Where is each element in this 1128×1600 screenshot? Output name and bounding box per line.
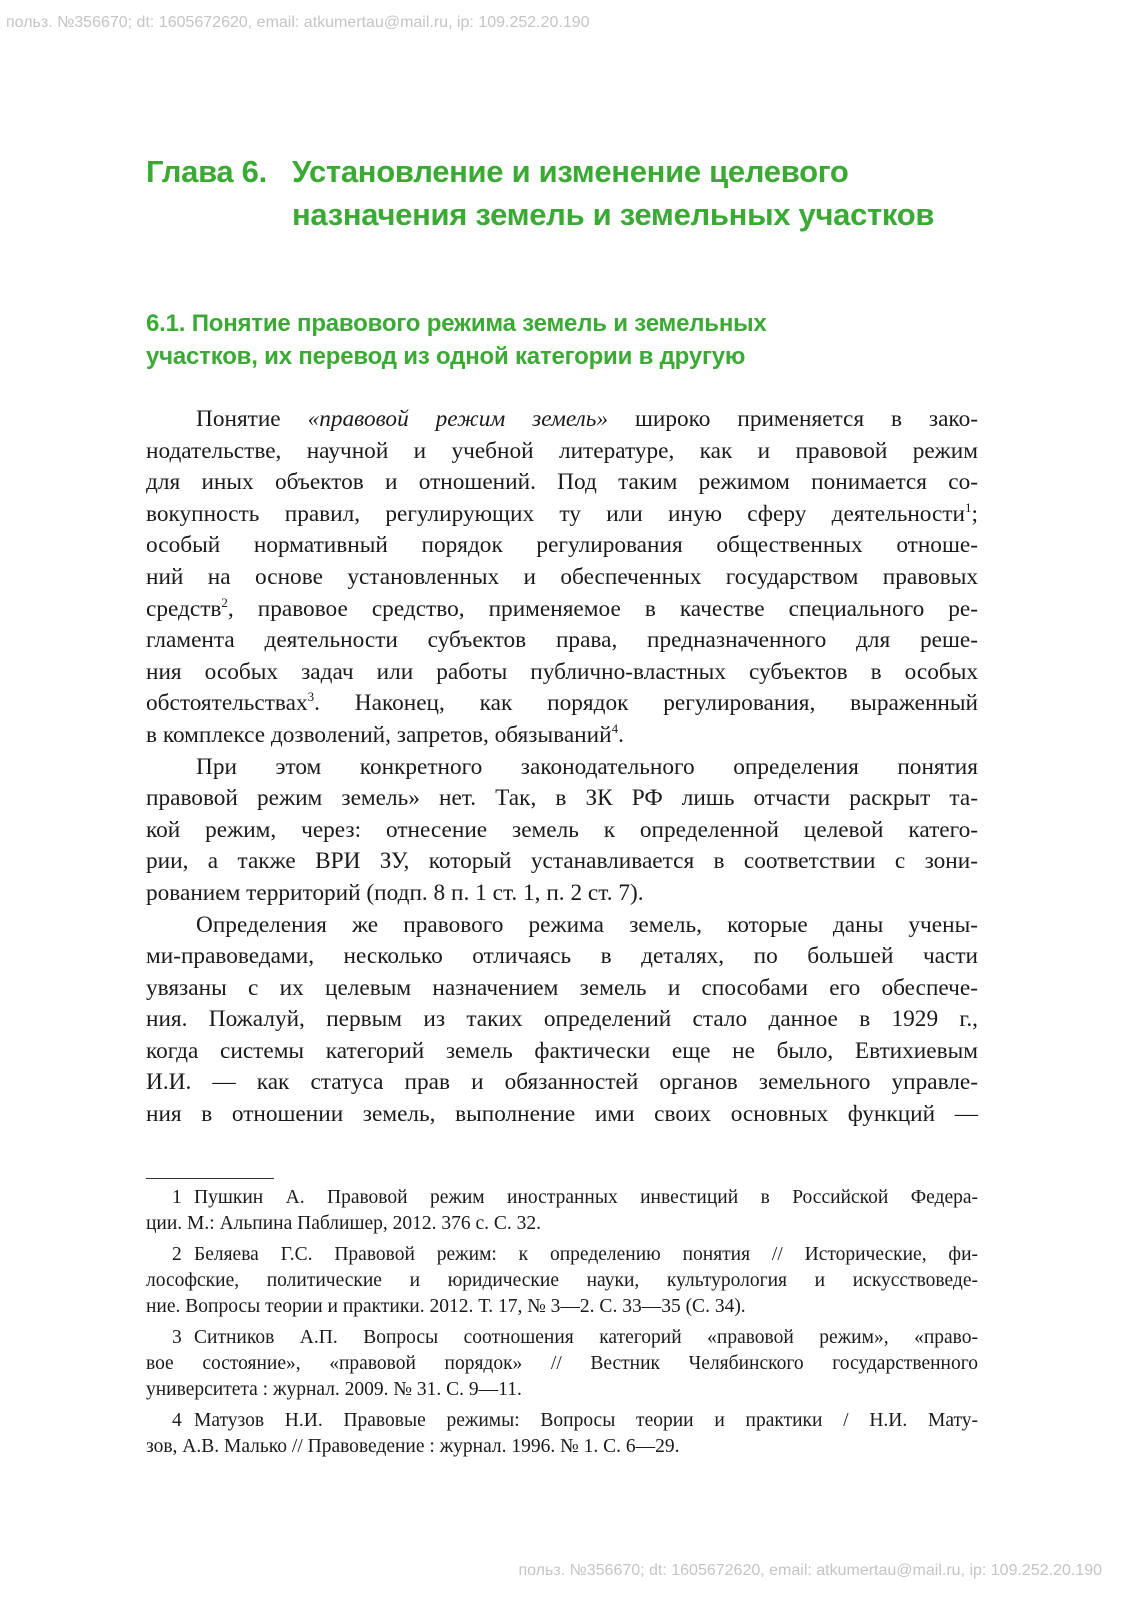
chapter-number: Глава 6. [146, 154, 267, 189]
section-heading [146, 307, 986, 373]
text-line: ния. Пожалуй, первым из таких определений стало данное в 1929 г., [146, 1006, 978, 1033]
text-line: При этом конкретного законодательного определения понятия [196, 753, 978, 780]
text-line: Определения же правового режима земель, которые даны учены- [196, 911, 978, 938]
text-line [146, 720, 978, 752]
chapter-heading [146, 150, 1006, 236]
section-title-line-1: 6.1. Понятие правового режима земель и земельных [146, 310, 767, 337]
text-line: гламента деятельности субъектов права, предназначенного для реше- [146, 627, 978, 654]
footnote-ref[interactable]: 1 [965, 499, 972, 515]
footnote-number: 3 [172, 1327, 182, 1348]
italic-term: «правовой режим земель» [307, 406, 609, 432]
text-span: в комплексе дозволений, запретов, обязываний [146, 721, 612, 748]
footnote-line: ние. Вопросы теории и практики. 2012. Т. 17, № 3—2. С. 33—35 (С. 34). [146, 1296, 746, 1317]
footnote-number: 2 [172, 1244, 182, 1265]
footnote-line [146, 1185, 978, 1211]
chapter-title-line-2: назначения земель и земельных участков [292, 197, 935, 232]
footnote-4 [146, 1408, 978, 1460]
text-line: особый нормативный порядок регулирования общественных отноше- [146, 532, 978, 559]
text-line: рованием территорий (подп. 8 п. 1 ст. 1, п. 2 ст. 7). [146, 879, 644, 906]
text-line [146, 499, 978, 531]
text-line: нодательстве, научной и учебной литературе, как и правовой режим [146, 437, 978, 464]
text-span: , правовое средство, применяемое в качестве специального ре- [227, 595, 978, 622]
text-line: рии, а также ВРИ ЗУ, который устанавливается в соответствии с зони- [146, 848, 978, 875]
footnote-ref[interactable]: 4 [611, 720, 619, 736]
footnote-line [146, 1408, 978, 1434]
text-line: увязаны с их целевым назначением земель и способами его обеспече- [146, 974, 978, 1001]
footnote-number: 4 [172, 1410, 182, 1431]
footnote-2 [146, 1242, 978, 1320]
text-line [146, 404, 978, 436]
text-span: . Наконец, как порядок регулирования, выраженный [314, 690, 978, 717]
footnote-ref[interactable]: 3 [307, 689, 315, 705]
text-span: Матузов Н.И. Правовые режимы: Вопросы теории и практики / Н.И. Мату- [194, 1410, 978, 1431]
text-span: Ситников А.П. Вопросы соотношения категорий «правовой режим», «право- [194, 1327, 978, 1348]
section-title-line-2: участков, их перевод из одной категории в другую [146, 343, 746, 370]
footnote-line [146, 1242, 978, 1268]
text-line: ния в отношении земель, выполнение ими своих основных функций — [146, 1101, 978, 1128]
paragraph-3 [146, 910, 978, 1131]
text-span: . [618, 721, 624, 748]
paragraph-2 [146, 752, 978, 910]
text-line: И.И. — как статуса прав и обязанностей органов земельного управле- [146, 1069, 978, 1096]
body-text [146, 404, 978, 1131]
watermark-top: польз. №356670; dt: 1605672620, email: atkumertau@mail.ru, ip: 109.252.20.190 [6, 14, 590, 31]
text-line: кой режим, через: отнесение земель к определенной целевой катего- [146, 816, 978, 843]
footnote-line: университета : журнал. 2009. № 31. С. 9—11. [146, 1379, 522, 1400]
text-span: средств [146, 595, 222, 622]
footnote-line [146, 1325, 978, 1351]
text-span: обстоятельствах [146, 690, 308, 717]
watermark-bottom: польз. №356670; dt: 1605672620, email: atkumertau@mail.ru, ip: 109.252.20.190 [518, 1562, 1102, 1579]
text-span: вокупность правил, регулирующих ту или иную сферу деятельности [146, 500, 966, 527]
text-line [146, 688, 978, 720]
footnote-1 [146, 1185, 978, 1237]
footnote-number: 1 [172, 1187, 182, 1208]
text-span: Понятие [196, 406, 308, 432]
footnotes [146, 1185, 978, 1465]
text-line: ний на основе установленных и обеспеченных государством правовых [146, 563, 978, 590]
footnote-line: зов, А.В. Малько // Правоведение : журнал. 1996. № 1. С. 6—29. [146, 1436, 680, 1457]
text-line [146, 594, 978, 626]
footnote-line: лософские, политические и юридические науки, культурология и искусствоведе- [146, 1270, 978, 1291]
text-line: правовой режим земель» нет. Так, в ЗК РФ лишь отчасти раскрыт та- [146, 785, 978, 812]
text-span: Беляева Г.С. Правовой режим: к определению понятия // Исторические, фи- [194, 1244, 978, 1265]
text-span: Пушкин А. Правовой режим иностранных инвестиций в Российской Федера- [194, 1187, 978, 1208]
footnote-ref[interactable]: 2 [221, 594, 228, 610]
paragraph-1 [146, 404, 978, 752]
footnote-3 [146, 1325, 978, 1403]
text-span: широко применяется в зако- [608, 406, 978, 432]
chapter-title-line-1: Установление и изменение целевого [292, 154, 849, 189]
text-line: ми-правоведами, несколько отличаясь в деталях, по большей части [146, 943, 978, 970]
footnote-line: вое состояние», «правовой порядок» // Вестник Челябинского государственного [146, 1353, 978, 1374]
text-span: ; [971, 500, 978, 527]
text-line: ния особых задач или работы публично-властных субъектов в особых [146, 658, 978, 685]
footnote-line: ции. М.: Альпина Паблишер, 2012. 376 с. С. 32. [146, 1213, 542, 1234]
text-line: для иных объектов и отношений. Под таким режимом понимается со- [146, 469, 978, 496]
text-line: когда системы категорий земель фактически еще не было, Евтихиевым [146, 1037, 978, 1064]
footnote-divider [146, 1178, 274, 1179]
